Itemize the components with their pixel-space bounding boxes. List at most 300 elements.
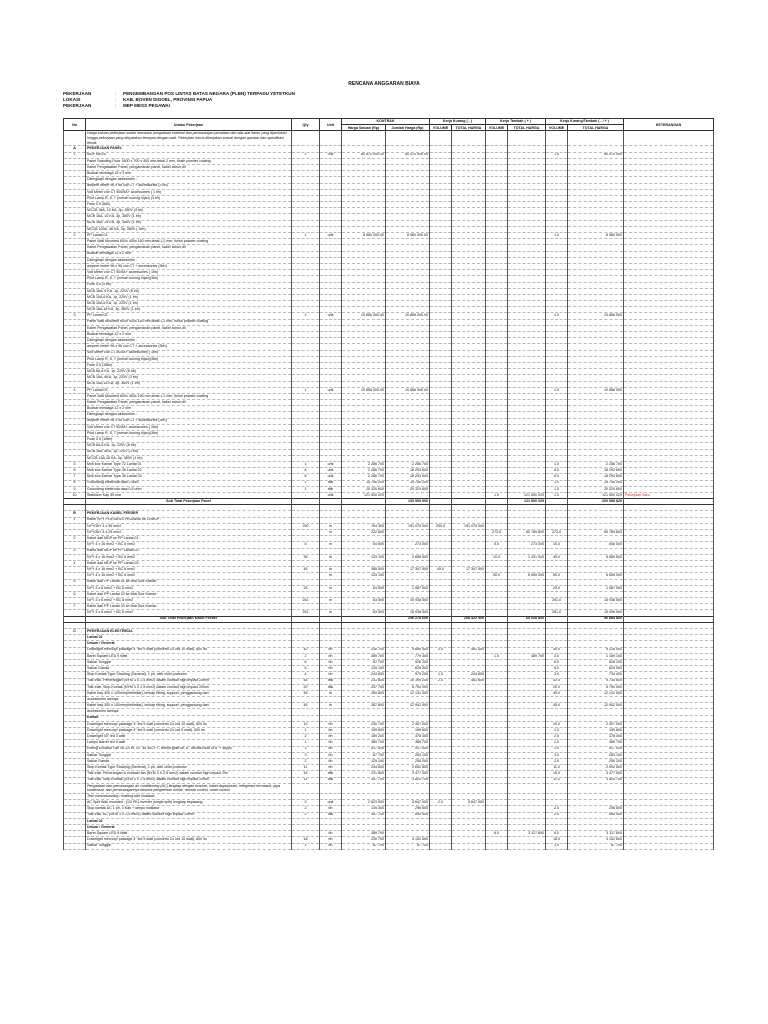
cell-desc: Downlight mercury/ package 4" led 9 watt (converto DL led 10 watt), 800 lm (86, 721, 292, 727)
cell-unit: unit (320, 461, 342, 467)
col-keterangan: KETERANGAN (624, 119, 714, 131)
cell-qty: 45 (292, 690, 320, 696)
info-value: PENGEMBANGAN POS LINTAS BATAS NEGARA (PLBN) TERPADU YETETKUN (123, 91, 295, 96)
cell-jumlah-harga: 2 692 800 (386, 765, 430, 771)
cell-kurtam-total: 9 228 000 (568, 647, 624, 653)
cell-kurtam-volume: 1.0 (546, 313, 568, 319)
cell-harga-satuan: 87 700 (342, 843, 386, 849)
cell-kurtam-volume: 2.0 (546, 806, 568, 812)
cell-harga-satuan: 231 800 (342, 771, 386, 777)
cell-qty: 45 (292, 703, 320, 709)
cell-desc: ampere meter 96 x 96 c/w CT + accessories (3bh) (86, 418, 292, 424)
cell-kurtam-total: 12 141 000 (568, 690, 624, 696)
cell-desc: MCB 6A,6 KA, 1p, 220V (8 bh) (86, 369, 292, 375)
cell-kurang-total: 208 422 500 (452, 616, 486, 622)
cell-unit: unit (320, 313, 342, 319)
cell-kurtam-volume: 42.0 (546, 678, 568, 684)
cell-tambah-total: 3 117 600 (508, 831, 546, 837)
cell-harga-satuan: 230 700 (342, 837, 386, 843)
cell-desc: PP Lantai 03 (86, 387, 292, 393)
cell-desc: Kabel dari MDP ke PP Lantai 01 : (86, 536, 292, 542)
cell-qty: 1 (292, 740, 320, 746)
cell-qty: 45 (292, 567, 320, 573)
cell-jumlah-harga: - (386, 573, 430, 579)
page-title: RENCANA ANGGARAN BIAYA (348, 81, 420, 87)
cell-unit: bh (320, 806, 342, 812)
cell-desc: Panel Wall Mounted 600x 400x 150 mm,tebal 1,2 mm, finish powder coating (86, 239, 292, 245)
cell-jumlah-harga: 15 706 200 (386, 480, 430, 486)
cell-kurtam-volume: 3.0 (546, 672, 568, 678)
cell-kurtam-volume: 20.0 (546, 684, 568, 690)
cell-kurtam-volume: 251.0 (546, 610, 568, 616)
cell-kurtam-total: 526 200 (568, 659, 624, 665)
cell-kurtam-volume: 25.0 (546, 585, 568, 591)
cell-tambah-total: 121 500 029 (508, 499, 546, 505)
cell-desc: Umum / General (86, 641, 292, 647)
info-label: PEKERJAAN (63, 91, 92, 96)
cell-desc: Stabilizer Kap 50 kva (86, 492, 292, 498)
cell-kurtam-volume: 1.0 (546, 728, 568, 734)
cell-desc: Kamar (86, 715, 292, 721)
cell-qty: 2 (292, 758, 320, 764)
cell-kurang-total: 191 075 000 (452, 523, 486, 529)
cell-desc: Dilengkapi dengan aksesories : (86, 412, 292, 418)
cell-unit: bh (320, 721, 342, 727)
col-kurtam-total: TOTAL HARGA (568, 125, 624, 131)
cell-tambah-total: 273 000 (508, 542, 546, 548)
cell-unit: m (320, 585, 342, 591)
cell-desc: NYY 3 x 6 mm2 + BC 6 mm2 (86, 598, 292, 604)
cell-desc: Busbar tembaga 15 x 3 mm (86, 171, 292, 177)
cell-harga-satuan: 269 800 (342, 690, 386, 696)
cell-harga-satuan: 63 500 (342, 585, 386, 591)
cell-kurtam-total: 2 692 800 (568, 765, 624, 771)
cell-desc: Test commissioning / training dan instalasi: (86, 794, 292, 800)
info-value: MEP MESS PEGAWAI (123, 103, 170, 108)
cell-no: 3 (64, 548, 86, 554)
cell-kurtam-volume: 1.0 (546, 233, 568, 239)
cell-kurtam-total: 263 100 (568, 752, 624, 758)
cell-desc: Baret Square LED 9 Watt (86, 831, 292, 837)
cell-kurtam-volume: 10.0 (546, 721, 568, 727)
cell-no: 3 (64, 313, 86, 319)
table-row (64, 843, 714, 849)
cell-jumlah-harga: 18 293 600 (386, 468, 430, 474)
cell-desc: Fuse 0.5 (15bh) (86, 437, 292, 443)
cell-desc: NYY 4 x 16 mm2 + BC 6 mm2 (86, 542, 292, 548)
cell-kurtam-total: 15 938 500 (568, 610, 624, 616)
cell-unit: m (320, 703, 342, 709)
cell-desc: Busbar tembaga 12 x 2 mm (86, 406, 292, 412)
cell-desc: Saklar Ganda (86, 758, 292, 764)
cell-jumlah-harga: - (386, 530, 430, 536)
cell-jumlah-harga: 199 600 (386, 728, 430, 734)
cell-jumlah-harga: - (386, 492, 430, 498)
cell-jumlah-harga: 263 100 (386, 752, 430, 758)
cell-tambah-volume: 1.0 (486, 653, 508, 659)
cell-unit: unit (320, 800, 342, 806)
cell-no: 5 (64, 579, 86, 585)
cell-desc: Saklar Tunggal (86, 843, 292, 849)
cell-desc: Sub Total Pekerjaan Kabel Feeder (86, 616, 292, 622)
cell-tambah-total: 6 655 000 (508, 573, 546, 579)
cell-jumlah-harga: 4 152 600 (386, 837, 430, 843)
cell-jumlah-harga (386, 783, 430, 793)
cell-qty: 251 (292, 610, 320, 616)
cell-kurtam-total: 3 117 600 (568, 831, 624, 837)
cell-keterangan (624, 783, 714, 793)
cell-kurtam-total: 10 866 000 (568, 387, 624, 393)
cell-desc: Volt Meter c/w CT 50/5A+ accessories ( 1bh) (86, 424, 292, 430)
cell-jumlah-harga: 8 560 000.00 (386, 233, 430, 239)
cell-kurtam-total: 60 570 000 (568, 152, 624, 158)
cell-jumlah-harga: 18 293 600 (386, 474, 430, 480)
cell-no: 2 (64, 536, 86, 542)
cell-desc: Grounding elektroda rasa 0.5 ohm (86, 486, 292, 492)
cell-harga-satuan: 230 700 (342, 647, 386, 653)
cell-kurtam-volume (546, 783, 568, 793)
cell-qty: 4 (292, 672, 320, 678)
cell-jumlah-harga: 4 658 500 (386, 554, 430, 560)
cell-kurtam-volume: 2.0 (546, 734, 568, 740)
cell-desc: NYY 3 x 6 mm2 + BC 6 mm2 (86, 610, 292, 616)
cell-qty: 1 (292, 233, 320, 239)
cell-desc: Kabel Pengawatan Panel, pengamanan panel, kabel schun,dll (86, 400, 292, 406)
table-header (64, 119, 714, 131)
cell-tambah-total: 69 028 800 (508, 616, 546, 622)
cell-desc: Downlight 03" led 3 watt (86, 734, 292, 740)
cell-desc: Mcb box Kamar Type 72 Lantai 01 (86, 461, 292, 467)
cell-kurtam-total: 15 938 500 (568, 598, 624, 604)
cell-desc: PEKERJAAN KABEL FEEDER (86, 511, 292, 517)
cell-no (64, 843, 86, 849)
col-unit: Unit (320, 119, 342, 131)
table-row (64, 783, 714, 793)
cell-jumlah-harga: 60 570 000.00 (386, 152, 430, 158)
cell-kurtam-total: - (568, 800, 624, 806)
cell-desc: MCCB 100A, 36 KA, 3p, 380V ( 1bh) (86, 226, 292, 232)
cell-harga-satuan: 389 700 (342, 831, 386, 837)
cell-kurang-volume: - (430, 461, 452, 467)
cell-harga-satuan: 2 823 500 (342, 800, 386, 806)
cell-desc: Volt Meter c/w CT 400/5A+ accessories ( 1 bh) (86, 189, 292, 195)
col-uraian: Uraian Pekerjaan (86, 119, 292, 131)
cell-unit: bh (320, 843, 342, 849)
cell-kurtam-total (568, 783, 624, 793)
cell-no: 5 (64, 461, 86, 467)
cell-desc: MCB 6A,6 KA, 1p, 220V (8 bh) (86, 443, 292, 449)
cell-qty: 1 (292, 152, 320, 158)
cell-desc: Titik Instl. Stop Kontak (NYM 3 X 2,5 mm2) dalam conduit high impact 20mm (86, 684, 292, 690)
cell-desc: Umum / General (86, 824, 292, 830)
cell-desc: Dilengkapi dengan aksesories : (86, 177, 292, 183)
cell-harga-satuan: 230 700 (342, 721, 386, 727)
cell-desc: Volt Meter c/w CT 50/5A+ accessories ( 1bh) (86, 350, 292, 356)
cell-harga-satuan: 121 500 029 (342, 492, 386, 498)
cell-jumlah-harga: 2 286 700 (386, 461, 430, 467)
cell-qty: 1 (292, 313, 320, 319)
cell-harga-satuan: 133 100 (342, 554, 386, 560)
cell-unit: unit (320, 474, 342, 480)
cell-tambah-total: 389 700 (508, 653, 546, 659)
cell-qty (292, 131, 320, 146)
cell-unit: unit (320, 233, 342, 239)
cell-unit: titik (320, 678, 342, 684)
cell-harga-satuan: 133 100 (342, 573, 386, 579)
cell-desc: Kabel dari PP Lantai 02 ke Mcb Box Kamar : (86, 591, 292, 597)
cell-desc: Kabel tray 300 x 100mm(elektrikal), lenkap fitting, support, penggantung dan (86, 690, 292, 696)
cell-tambah-volume: 10.0 (486, 554, 508, 560)
cell-desc: Lampu Barret led 9 watt (86, 740, 292, 746)
cell-no: 6 (64, 468, 86, 474)
cell-kurtam-total: 6 655 000 (568, 573, 624, 579)
cell-kurtam-volume: 1.0 (546, 740, 568, 746)
cell-desc: Fuse 0.5 (3 bh) (86, 282, 292, 288)
cell-jumlah-harga: 10 866 000.00 (386, 387, 430, 393)
cell-desc: Exiting Exhaust Fan SE-DTW, 12" 3d 30CFT , berikit grille uk, 6", flexibel duct Ø 6" + suppc (86, 746, 292, 752)
cell-desc: Kabel Pengawatan Panel, pengamanan panel, kabel schun,dll (86, 164, 292, 170)
cell-tambah-total: 60 769 800 (508, 530, 546, 536)
cell-desc: MCB 16A, 6KA, 1p, 220V (3 bh) (86, 375, 292, 381)
cell-jumlah-harga (386, 131, 430, 146)
cell-unit (320, 783, 342, 793)
cell-no: 7 (64, 604, 86, 610)
cell-kurtam-volume: 3.0 (546, 752, 568, 758)
cell-jumlah-harga: 10 866 000.00 (386, 313, 430, 319)
cell-jumlah-harga: 526 200 (386, 659, 430, 665)
cell-kurang-total (452, 783, 486, 793)
cell-kurang-total: - (452, 486, 486, 492)
cell-kurang-volume: - (430, 486, 452, 492)
cell-harga-satuan (342, 783, 386, 793)
cell-desc: Sub Total Pekerjaan Panel (86, 499, 292, 505)
cell-kurang-volume: 2.0 (430, 678, 452, 684)
cell-jumlah-harga: 87 700 (386, 843, 430, 849)
cell-jumlah-harga: 2 307 000 (386, 721, 430, 727)
cell-qty: 1 (292, 486, 320, 492)
cell-desc: Volt Meter c/w CT 50/5A+ accessories ( 1bh) (86, 270, 292, 276)
cell-kurtam-volume: 251.0 (546, 598, 568, 604)
cell-kurtam-total: 9 735 600 (568, 678, 624, 684)
cell-harga-satuan: 54 600 (342, 542, 386, 548)
cell-tambah-total (508, 131, 546, 146)
cell-unit: bh (320, 653, 342, 659)
cell-kurtam-volume: 15.0 (546, 771, 568, 777)
cell-kurtam-total: 3 824 700 (568, 777, 624, 783)
cell-desc: Pengadaan dan pemasangan air conditioning (AC) lengkap dengan bracket, kabel daya/power, refrigerant termasuk, pipa kondensat, dan pembuangannya beserta pengetesan online, remote control, cabel control (86, 783, 292, 793)
cell-harga-satuan: 87 700 (342, 659, 386, 665)
cell-kurang-volume (430, 783, 452, 793)
info-label: PEKERJAAN (63, 103, 92, 108)
cell-kurtam-volume: 45.0 (546, 690, 568, 696)
cell-harga-satuan: 347 700 (342, 812, 386, 818)
cell-kurtam-volume: 2.0 (546, 812, 568, 818)
cell-kurang-total: - (452, 492, 486, 498)
cell-unit: bh (320, 728, 342, 734)
cell-tambah-volume (486, 783, 508, 793)
cell-unit: bh (320, 734, 342, 740)
cell-kurang-total: 461 400 (452, 647, 486, 653)
cell-qty: 2 (292, 806, 320, 812)
cell-jumlah-harga: 191 075 000 (386, 523, 430, 529)
col-jumlah-harga: Jumlah Harga (Rp) (386, 125, 430, 131)
col-kurang-volume: VOLUME (430, 125, 452, 131)
cell-qty: 2 (292, 653, 320, 659)
cell-jumlah-harga: 15 938 500 (386, 610, 430, 616)
table-body (64, 131, 714, 849)
cell-kurtam-total: 1 169 100 (568, 653, 624, 659)
cell-harga-satuan: 244 800 (342, 672, 386, 678)
cell-qty: 1 (292, 843, 320, 849)
cell-kurang-volume: - (430, 474, 452, 480)
cell-desc: Grounding elektroda rasa 2 ohm (86, 480, 292, 486)
cell-jumlah-harga: 779 400 (386, 653, 430, 659)
cell-harga-satuan: 287 600 (342, 703, 386, 709)
cell-harga-satuan: 189 200 (342, 734, 386, 740)
cell-no: 8 (64, 480, 86, 486)
cell-desc: Lantai 01 (86, 635, 292, 641)
cell-kurtam-total: 1 587 500 (568, 585, 624, 591)
cell-unit: unit (320, 492, 342, 498)
cell-kurang-volume: - (430, 492, 452, 498)
cell-no (64, 783, 86, 793)
cell-kurtam-volume: 5.0 (546, 666, 568, 672)
cell-kurtam-total: 121 500 029 (568, 492, 624, 498)
cell-qty: 20 (292, 684, 320, 690)
cell-harga-satuan: 2 286 700 (342, 461, 386, 467)
cell-jumlah-harga: 625 500 (386, 666, 430, 672)
cell-qty: 18 (292, 837, 320, 843)
cell-harga-satuan: 8 560 000.00 (342, 233, 386, 239)
cell-kurtam-total: 15 706 200 (568, 480, 624, 486)
cell-kurtam-total: 260 988 829 (568, 499, 624, 505)
cell-harga-satuan: 125 100 (342, 666, 386, 672)
cell-kurang-volume: 2.0 (430, 647, 452, 653)
cell-kurtam-total: 250 200 (568, 758, 624, 764)
cell-kurtam-total: 546 000 (568, 542, 624, 548)
cell-qty: 8 (292, 468, 320, 474)
cell-desc: ampere meter 96 x 96 c/w CT + accessories (3bh) (86, 344, 292, 350)
cell-kurang-total: - (452, 468, 486, 474)
cell-jumlah-harga: 20 320 600 (386, 486, 430, 492)
cell-qty: 8 (292, 474, 320, 480)
cell-unit: bh (320, 659, 342, 665)
cell-unit: m (320, 554, 342, 560)
cell-desc: MCB 10A,6 KA, 1p, 220V (1 bh) (86, 294, 292, 300)
cell-desc: ampere meter 96 x 96 c/w CT + accessories (3bh) (86, 263, 292, 269)
cell-unit: m (320, 598, 342, 604)
cell-kurtam-total: 3 477 000 (568, 771, 624, 777)
cell-tambah-volume: 8.0 (486, 831, 508, 837)
cell-kurtam-volume: 1.0 (546, 492, 568, 498)
cell-kurtam-total: 389 700 (568, 740, 624, 746)
cell-qty: 15 (292, 771, 320, 777)
cell-kurtam-volume: 1.0 (546, 843, 568, 849)
cell-harga-satuan: 231 800 (342, 678, 386, 684)
cell-jumlah-harga: 3 824 700 (386, 777, 430, 783)
cell-qty: 1 (292, 746, 320, 752)
cell-unit: m (320, 567, 342, 573)
cell-no: A (64, 146, 86, 152)
cell-harga-satuan: 60 570 000.00 (342, 152, 386, 158)
cell-desc: Stop Kontak Type Strading (General), 1 ph, with child protector (86, 765, 292, 771)
table-row (64, 131, 714, 146)
cell-kurtam-total: 2 286 700 (568, 461, 624, 467)
cell-unit: unit (320, 152, 342, 158)
cell-kurang-volume: 2.0 (430, 800, 452, 806)
cell-kurang-total: - (452, 474, 486, 480)
cell-no: 4 (64, 387, 86, 393)
cell-kurtam-total: 625 500 (568, 666, 624, 672)
cell-kurang-total: - (452, 480, 486, 486)
cell-desc: Kabel Pengawatan Panel, pengamanan panel, kabel schun,dll (86, 325, 292, 331)
cell-desc: Downlight mercury/ package 4" led 9 watt (converto DL led 10 watt), 800 lm (86, 647, 292, 653)
cell-unit: m (320, 573, 342, 579)
cell-qty: 5 (292, 666, 320, 672)
cell-harga-satuan: 389 700 (342, 740, 386, 746)
cell-desc: Lantai 02 (86, 818, 292, 824)
cell-desc: Kabel NYY PLN MESS PEGAWAI ke LVMDP : (86, 517, 292, 523)
cell-qty: 25 (292, 585, 320, 591)
cell-jumlah-harga: 246 278 600 (386, 616, 430, 622)
cell-desc: Busbar tembaga 12 x 2 mm (86, 332, 292, 338)
cell-desc: Fuse 0.5 (6bh) (86, 202, 292, 208)
cell-desc: Fuse 0.5 (15bh) (86, 362, 292, 368)
cell-desc: AC Split Wall mounted , (1/2 PK) inverter (single split) lengkap bepasang (86, 800, 292, 806)
cell-qty: 3 (292, 752, 320, 758)
cell-jumlah-harga: - (386, 831, 430, 837)
cell-jumlah-harga: 5 647 000 (386, 800, 430, 806)
cell-kurtam-volume: 1.0 (546, 746, 568, 752)
cell-qty: 11 (292, 777, 320, 783)
cell-qty: 251 (292, 598, 320, 604)
cell-qty: 2 (292, 812, 320, 818)
cell-desc: MCB 16A, 10 KA, 3p, 380V (1 bh) (86, 214, 292, 220)
cell-jumlah-harga: 695 400 (386, 812, 430, 818)
cell-kurang-volume (430, 843, 452, 849)
col-tambah-total: TOTAL HARGA (508, 125, 546, 131)
cell-kurtam-total: 60 769 800 (568, 530, 624, 536)
cell-kurtam-volume: 45.0 (546, 703, 568, 709)
cell-qty: 1 (292, 387, 320, 393)
cell-qty: 1 (292, 480, 320, 486)
cell-kurtam-volume: 11.0 (546, 777, 568, 783)
cell-kurang-volume: 1.0 (430, 672, 452, 678)
cell-desc: NYYGbY 4 x 95 mm2 (86, 523, 292, 529)
cell-harga-satuan: 337 700 (342, 684, 386, 690)
cell-harga-satuan: 149 300 (342, 806, 386, 812)
cell-kurtam-total: 12 942 000 (568, 703, 624, 709)
col-no: No (64, 119, 86, 131)
cell-unit: titik (320, 480, 342, 486)
cell-desc: MCB 16A,18 KA, 3p, 380V (1 bh) (86, 381, 292, 387)
cell-kurtam-volume: 3.0 (546, 653, 568, 659)
info-row-pekerjaan-2 (63, 103, 295, 109)
cell-kurtam-total: - (568, 567, 624, 573)
cell-unit: m (320, 610, 342, 616)
cell-kurtam-volume: 18.0 (546, 837, 568, 843)
col-harga-satuan: Harga Satuan (Rp) (342, 125, 386, 131)
cell-jumlah-harga: 130 900 900 (386, 499, 430, 505)
cell-no: 2 (64, 233, 86, 239)
cell-unit: bh (320, 837, 342, 843)
cell-desc: Harga satuan pekerjaan sudah termasuk pengadaan material dan pemasangan peralatan dan alat-alat bantu yang diperlukan hingga pekerjaan yang dinyatakan tersepai dengan baik. Pekerjaan harus dikerjakan sesuai dengan gambar dan spesifikasi teknik. (86, 131, 292, 146)
cell-unit: unit (320, 387, 342, 393)
cell-kurang-total: 5 647 000 (452, 800, 486, 806)
cell-unit: titik (320, 684, 342, 690)
cell-jumlah-harga: 298 600 (386, 806, 430, 812)
cell-no: B (64, 511, 86, 517)
